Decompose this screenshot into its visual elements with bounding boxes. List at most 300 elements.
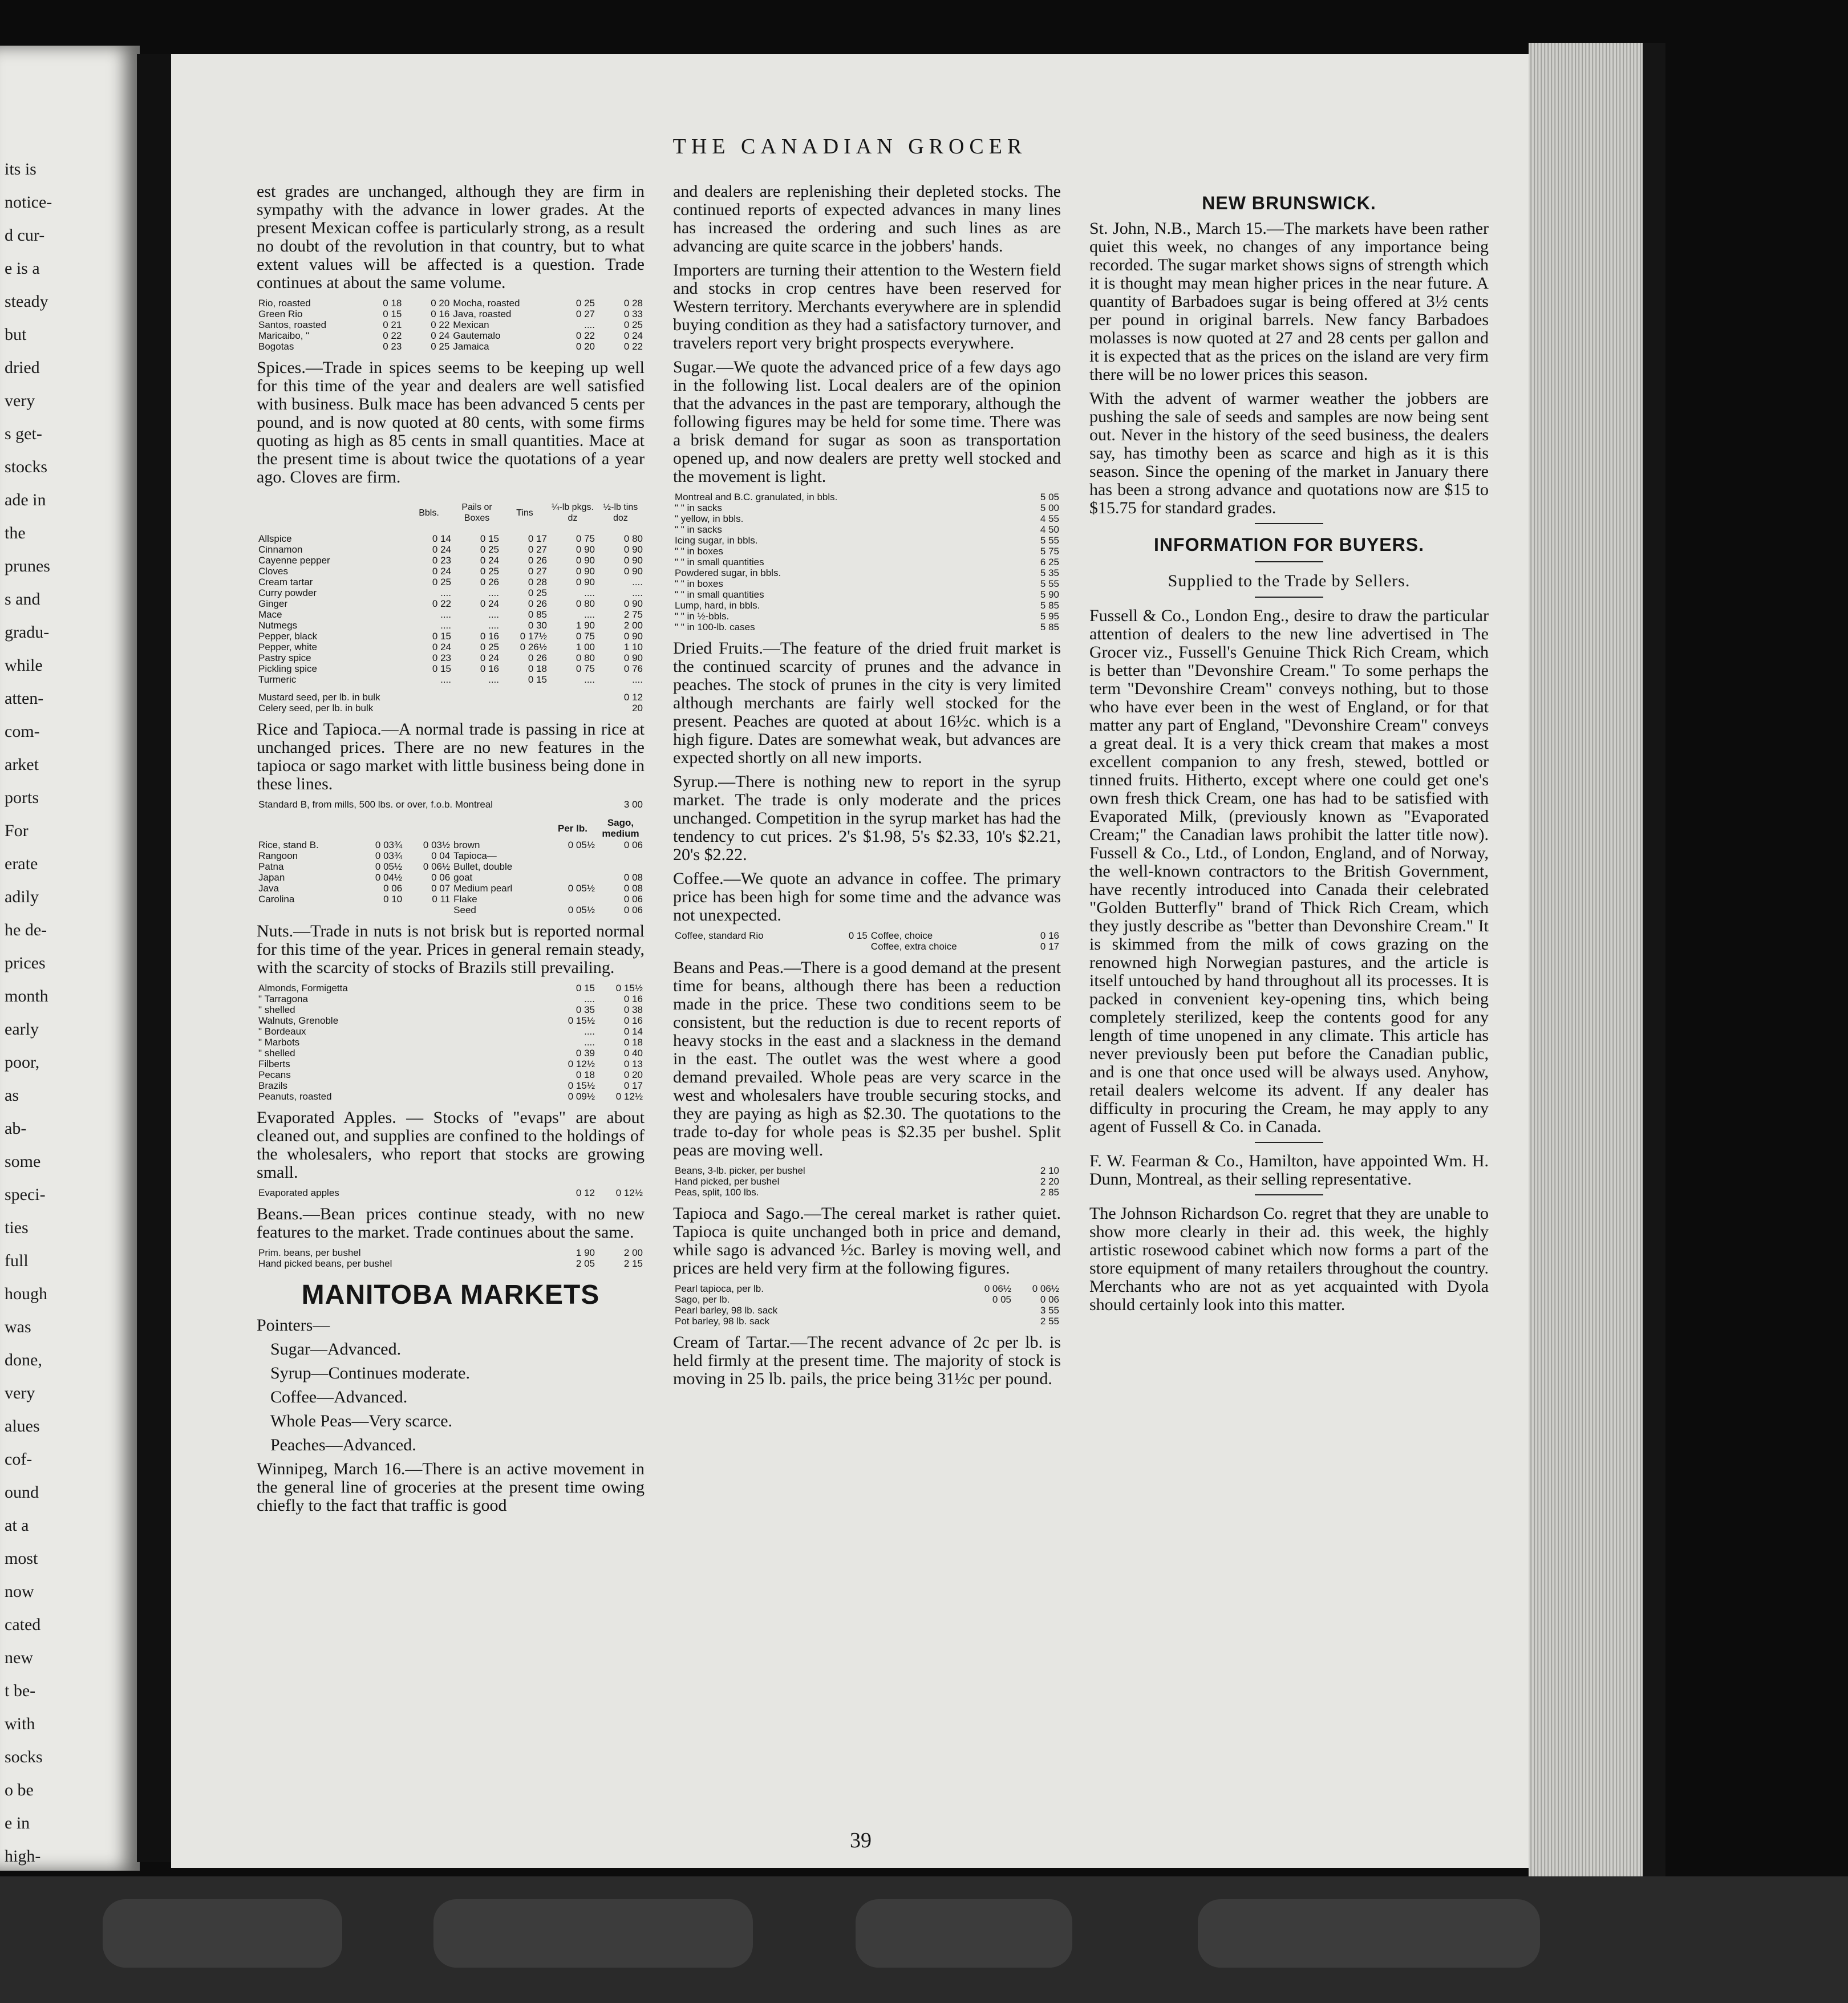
coffee-price-table — [257, 298, 645, 352]
table-cell: 0 25 — [528, 587, 547, 598]
table-cell: .... — [632, 577, 643, 587]
table-cell: 0 24 — [432, 544, 451, 555]
adjacent-page-fragment — [0, 46, 140, 1871]
table-cell: Montreal and B.C. granulated, in bbls. — [675, 492, 838, 502]
table-cell: 0 23 — [432, 555, 451, 566]
adjacent-text-fragment: ade in — [5, 490, 46, 509]
table-cell: 0 90 — [576, 555, 595, 566]
table-cell: Walnuts, Grenoble — [258, 1015, 339, 1026]
table-row — [673, 524, 1061, 535]
table-cell: 0 35 — [576, 1004, 595, 1015]
table-row — [673, 1283, 1061, 1294]
adjacent-text-fragment: very — [5, 391, 35, 410]
table-cell: 0 15 — [528, 674, 547, 685]
article-paragraph: F. W. Fearman & Co., Hamilton, have appointed Wm. H. Dunn, Montreal, as their selling representative. — [1089, 1151, 1489, 1189]
table-cell: Nutmegs — [258, 620, 298, 631]
adjacent-text-fragment: but — [5, 325, 27, 344]
table-cell: 0 08 — [623, 883, 643, 894]
table-cell: 0 80 — [623, 533, 643, 544]
page-edges — [1529, 43, 1643, 1879]
article-paragraph: Evaporated Apples. — Stocks of "evaps" are about cleaned out, and supplies are confined to the holdings of the wholesalers, who report that stocks are growing small. — [257, 1108, 645, 1182]
table-cell: Rio, roasted — [258, 298, 311, 309]
article-paragraph: With the advent of warmer weather the jobbers are pushing the sale of seeds and samples are now being sent out. Never in the history of the seed business, the dealers say, has timothy been as scarce and high as it is this season. Since the opening of the market in January there has been a strong advance and quotations now are $15 to $15.75 for standard grades. — [1089, 389, 1489, 517]
table-cell: 0 75 — [576, 533, 595, 544]
table-row — [257, 1004, 645, 1015]
sugar-price-table — [673, 492, 1061, 632]
table-row — [257, 587, 645, 598]
table-cell: 0 06 — [623, 894, 643, 905]
table-cell: Maricaibo, " — [258, 330, 310, 341]
table-cell: 0 05½ — [375, 861, 403, 872]
table-cell: 0 25 — [480, 566, 499, 577]
adjacent-text-fragment: very — [5, 1384, 35, 1402]
divider-rule — [1255, 1194, 1323, 1195]
table-cell: 2 00 — [623, 1247, 643, 1258]
table-cell: .... — [584, 587, 595, 598]
table-cell: " " in ½-bbls. — [675, 611, 730, 622]
table-cell: 0 90 — [576, 566, 595, 577]
table-cell: .... — [440, 609, 451, 620]
table-cell: " shelled — [258, 1004, 295, 1015]
table-cell — [597, 850, 645, 861]
table-cell: Pickling spice — [258, 663, 317, 674]
table-cell — [549, 894, 597, 905]
adjacent-text-fragment: now — [5, 1582, 34, 1601]
adjacent-text-fragment: ports — [5, 788, 39, 807]
table-cell: 0 25 — [576, 298, 595, 309]
scan-background — [0, 1876, 1848, 2003]
table-cell: 3 00 — [623, 799, 643, 810]
table-row — [673, 557, 1061, 567]
table-cell: 5 85 — [1040, 622, 1059, 632]
adjacent-text-fragment: most — [5, 1549, 38, 1568]
table-cell: Prim. beans, per bushel — [258, 1247, 361, 1258]
column-3 — [1089, 183, 1489, 1825]
column-header: Tins — [516, 508, 533, 518]
adjacent-text-fragment: while — [5, 656, 43, 675]
table-cell: Hand picked, per bushel — [675, 1176, 780, 1187]
column-header: ½-lb tins doz — [603, 502, 638, 523]
table-row — [257, 883, 645, 894]
table-cell: brown — [453, 840, 480, 850]
table-row — [673, 1176, 1061, 1187]
table-cell: Almonds, Formigetta — [258, 983, 348, 994]
table-cell: 0 26 — [528, 652, 547, 663]
table-cell: .... — [584, 994, 595, 1004]
table-row — [257, 620, 645, 631]
article-paragraph: Fussell & Co., London Eng., desire to draw the particular attention of dealers to the new line advertised in The Grocer viz., Fussell's Genuine Thick Rich Cream, which is better than "Devonshire Cream." To some perhaps the term "Devonshire Cream" conveys nothing, but to those who have ever been in the west of England, or for that matter any part of England, "Devonshire Cream" conveys a great deal. It is a very thick cream that makes a most excellent companion to any fresh, stewed, bottled or tinned fruits. Hitherto, except where one could get one's own fresh thick Cream, one has had to be satisfied with Evaporated Milk, (previously known as "Evaporated Cream;" the Canadian laws prohibit the latter title now). Fussell & Co., Ltd., of London, England, and of Norway, the well-known contractors to the British Government, have recently introduced into Canada their celebrated "Golden Butterfly" brand of Thick Rich Cream, which they justly describe as "better than Devonshire Cream." It is skimmed from the milk of cows grazing on the renowned high Norwegian pastures, and the article is itself untouched by hand throughout all its processes. It is packed in convenient key-opening tins, which being completely sterilized, keep the contents good for any length of time unopened in any climate. This article has never previously been put before the Canadian public, and is one that once used will be always used. Anyhow, retail dealers welcome its advent. If any dealer has difficulty in procuring the Cream, he may apply to any agent of Fussell & Co. in Canada. — [1089, 606, 1489, 1136]
table-cell: 0 80 — [576, 598, 595, 609]
table-cell: Seed — [453, 905, 476, 915]
table-cell: Green Rio — [258, 309, 303, 319]
table-cell: Pot barley, 98 lb. sack — [675, 1316, 769, 1327]
table-cell: 5 55 — [1040, 578, 1059, 589]
nut-price-table — [257, 983, 645, 1102]
table-cell: Standard B, from mills, 500 lbs. or over, f.o.b. Montreal — [258, 799, 493, 810]
table-cell: Java, roasted — [453, 309, 512, 319]
adjacent-text-fragment: ties — [5, 1218, 29, 1237]
table-row — [257, 674, 645, 685]
table-cell: Mocha, roasted — [453, 298, 520, 309]
table-cell: 5 55 — [1040, 535, 1059, 546]
table-cell: 1 00 — [576, 642, 595, 652]
adjacent-text-fragment: cof- — [5, 1450, 33, 1469]
table-cell: 0 25 — [623, 319, 643, 330]
table-cell: Powdered sugar, in bbls. — [675, 567, 781, 578]
table-cell: Rangoon — [258, 850, 298, 861]
table-cell: 0 20 — [431, 298, 450, 309]
table-cell: 0 24 — [432, 642, 451, 652]
manitoba-heading: MANITOBA MARKETS — [301, 1280, 600, 1310]
table-cell: Cream tartar — [258, 577, 313, 587]
table-cell: 0 90 — [623, 631, 643, 642]
table-cell: 5 90 — [1040, 589, 1059, 600]
table-cell: 0 28 — [623, 298, 643, 309]
table-cell: 0 25 — [432, 577, 451, 587]
table-cell: 0 90 — [576, 544, 595, 555]
adjacent-text-fragment: s and — [5, 590, 40, 609]
table-row — [257, 850, 645, 861]
bean-price-table — [257, 1247, 645, 1269]
table-cell: 0 05½ — [568, 840, 595, 850]
adjacent-text-fragment: ab- — [5, 1119, 27, 1138]
column-header: Pails or Boxes — [461, 502, 492, 523]
adjacent-text-fragment: done, — [5, 1351, 42, 1369]
table-cell: 0 26 — [528, 555, 547, 566]
table-cell: .... — [584, 1037, 595, 1048]
table-cell: 2 75 — [623, 609, 643, 620]
table-row — [257, 544, 645, 555]
column-header: Per lb. — [558, 822, 587, 834]
table-cell: Mexican — [453, 319, 489, 330]
table-cell: 2 55 — [1040, 1316, 1059, 1327]
table-cell: 0 16 — [623, 994, 643, 1004]
coffee-quote-table — [673, 930, 1061, 952]
table-cell: 2 05 — [576, 1258, 595, 1269]
table-row — [257, 1037, 645, 1048]
table-row — [257, 905, 645, 915]
table-cell: Cinnamon — [258, 544, 303, 555]
table-row — [257, 298, 645, 309]
table-cell: 0 15 — [432, 631, 451, 642]
table-cell: 0 76 — [623, 663, 643, 674]
adjacent-text-fragment: gradu- — [5, 623, 50, 642]
table-row — [257, 609, 645, 620]
table-cell: " " in boxes — [675, 546, 723, 557]
table-row — [673, 1165, 1061, 1176]
table-cell: 0 04½ — [375, 872, 403, 883]
table-cell: 0 12½ — [615, 1091, 643, 1102]
table-cell: Japan — [258, 872, 285, 883]
table-cell: 20 — [632, 703, 643, 713]
table-row — [257, 642, 645, 652]
divider-rule — [1255, 561, 1323, 562]
article-paragraph: Dried Fruits.—The feature of the dried fruit market is the continued scarcity of prunes and the advance in peaches. The stock of prunes in the city is very limited although merchants are fairly well stocked for the present. Peaches are quoted at about 16½c. which is a high figure. Dates are somewhat weak, but advances are expected shortly on all new imports. — [673, 639, 1061, 767]
table-cell: .... — [488, 587, 499, 598]
table-cell: 0 15 — [848, 930, 868, 941]
table-cell: Flake — [453, 894, 477, 905]
adjacent-text-fragment: he de- — [5, 921, 47, 939]
table-cell: Coffee, choice — [870, 930, 933, 941]
table-cell: .... — [488, 609, 499, 620]
table-cell: Pecans — [258, 1069, 291, 1080]
table-cell: " " in boxes — [675, 578, 723, 589]
table-cell: Filberts — [258, 1059, 290, 1069]
table-row — [257, 1091, 645, 1102]
column-header: ¼-lb pkgs. dz — [552, 502, 594, 523]
table-row — [673, 1316, 1061, 1327]
adjacent-text-fragment: the — [5, 524, 26, 542]
table-cell: 0 18 — [383, 298, 402, 309]
table-row — [257, 652, 645, 663]
table-cell: 3 55 — [1040, 1305, 1059, 1316]
adjacent-text-fragment: full — [5, 1251, 29, 1270]
table-cell: 2 00 — [623, 620, 643, 631]
table-cell: 5 95 — [1040, 611, 1059, 622]
article-paragraph: Rice and Tapioca.—A normal trade is passing in rice at unchanged prices. There are no new features in the tapioca or sago market with little business being done in these lines. — [257, 720, 645, 793]
adjacent-text-fragment: e in — [5, 1814, 30, 1832]
article-paragraph: Tapioca and Sago.—The cereal market is rather quiet. Tapioca is quite unchanged both in price and demand, while sago is advanced ½c. Barley is moving well, and prices are held very firm at the following figures. — [673, 1204, 1061, 1278]
table-cell: 1 90 — [576, 1247, 595, 1258]
table-cell: Rice, stand B. — [258, 840, 319, 850]
table-cell: Bogotas — [258, 341, 294, 352]
info-subheading: Supplied to the Trade by Sellers. — [1168, 571, 1411, 590]
adjacent-text-fragment: e is a — [5, 259, 40, 278]
adjacent-text-fragment: early — [5, 1020, 39, 1039]
adjacent-text-fragment: notice- — [5, 193, 52, 212]
table-cell: 0 90 — [623, 598, 643, 609]
pointer-item: Peaches—Advanced. — [270, 1436, 416, 1454]
adjacent-text-fragment: steady — [5, 292, 48, 311]
new-brunswick-heading: NEW BRUNSWICK. — [1202, 193, 1376, 213]
table-cell: 0 12 — [623, 692, 643, 703]
table-cell: 0 10 — [383, 894, 403, 905]
table-cell: Mace — [258, 609, 282, 620]
table-cell: 0 12½ — [615, 1187, 643, 1198]
table-cell: Pastry spice — [258, 652, 311, 663]
table-cell: 0 90 — [623, 652, 643, 663]
table-cell: 0 06 — [623, 840, 643, 850]
table-row — [257, 1069, 645, 1080]
table-row — [673, 622, 1061, 632]
table-cell: 0 12 — [576, 1187, 595, 1198]
table-cell: Peas, split, 100 lbs. — [675, 1187, 759, 1198]
adjacent-text-fragment: as — [5, 1086, 19, 1105]
table-row — [257, 840, 645, 850]
table-cell: 0 16 — [480, 631, 499, 642]
table-cell — [965, 1316, 1013, 1327]
divider-rule — [1255, 1142, 1323, 1143]
table-cell: Carolina — [258, 894, 295, 905]
table-cell: 0 30 — [528, 620, 547, 631]
adjacent-text-fragment: com- — [5, 722, 40, 741]
table-cell: Cloves — [258, 566, 288, 577]
table-cell: 0 11 — [432, 894, 451, 905]
pointer-item: Coffee—Advanced. — [270, 1388, 408, 1406]
table-row — [257, 566, 645, 577]
table-cell — [549, 861, 597, 872]
table-row — [673, 611, 1061, 622]
table-row — [257, 983, 645, 994]
table-row — [257, 872, 645, 883]
adjacent-text-fragment: high- — [5, 1847, 41, 1866]
table-cell: 0 06½ — [984, 1283, 1011, 1294]
adjacent-text-fragment: its is — [5, 160, 37, 179]
newspaper-page — [171, 54, 1529, 1868]
table-cell: 0 05½ — [568, 883, 595, 894]
table-row — [257, 799, 645, 810]
table-cell: 0 25 — [480, 544, 499, 555]
table-row — [257, 341, 645, 352]
table-row — [257, 631, 645, 642]
table-cell: 0 24 — [480, 652, 499, 663]
table-cell: " " in small quantities — [675, 557, 764, 567]
book-spine — [137, 54, 171, 1862]
table-row — [257, 598, 645, 609]
table-cell: 0 27 — [576, 309, 595, 319]
table-cell: 0 24 — [431, 330, 450, 341]
table-cell: 0 20 — [576, 341, 595, 352]
table-cell: 0 90 — [623, 555, 643, 566]
adjacent-text-fragment: hough — [5, 1284, 47, 1303]
table-cell: 0 17 — [623, 1080, 643, 1091]
article-paragraph: Coffee.—We quote an advance in coffee. The primary price has been high for some time and the advance was not unexpected. — [673, 869, 1061, 925]
table-cell — [549, 850, 597, 861]
adjacent-text-fragment: erate — [5, 854, 38, 873]
table-cell: .... — [440, 674, 451, 685]
table-cell: 0 06½ — [1032, 1283, 1059, 1294]
table-cell: 4 50 — [1040, 524, 1059, 535]
adjacent-text-fragment: arket — [5, 755, 39, 774]
table-cell: 0 24 — [480, 598, 499, 609]
table-cell: 0 06 — [623, 905, 643, 915]
table-cell — [821, 941, 869, 952]
table-row — [257, 533, 645, 544]
article-paragraph: est grades are unchanged, although they are firm in sympathy with the advance in lower grades. At the present Mexican coffee is particularly strong, as a result no doubt of the revolution in that country, but to what extent values will be affected is a question. Trade continues at about the same volume. — [257, 183, 645, 292]
table-cell: 1 10 — [623, 642, 643, 652]
table-cell: .... — [584, 1026, 595, 1037]
table-cell: " Tarragona — [258, 994, 309, 1004]
column-header: Bbls. — [419, 508, 439, 518]
adjacent-text-fragment: prices — [5, 954, 46, 972]
table-cell — [673, 941, 821, 952]
article-paragraph: Nuts.—Trade in nuts is not brisk but is reported normal for this time of the year. Prices in general remain steady, with the scarcity of stocks of Brazils still prevailing. — [257, 922, 645, 977]
page-number: 39 — [850, 1828, 872, 1852]
table-cell: 0 80 — [576, 652, 595, 663]
table-cell: 0 09½ — [568, 1091, 595, 1102]
table-cell: 5 35 — [1040, 567, 1059, 578]
table-cell: Cayenne pepper — [258, 555, 330, 566]
table-header-row — [257, 492, 645, 533]
table-cell: 0 06½ — [423, 861, 451, 872]
table-row — [673, 1305, 1061, 1316]
table-cell: " Marbots — [258, 1037, 300, 1048]
table-cell: 5 75 — [1040, 546, 1059, 557]
table-cell: 0 90 — [623, 544, 643, 555]
table-row — [257, 1015, 645, 1026]
table-cell: " " in 100-lb. cases — [675, 622, 755, 632]
pointer-item: Syrup—Continues moderate. — [270, 1364, 470, 1382]
table-cell: Medium pearl — [453, 883, 513, 894]
table-row — [673, 567, 1061, 578]
table-cell: Lump, hard, in bbls. — [675, 600, 760, 611]
adjacent-text-fragment: d cur- — [5, 226, 45, 245]
table-cell: 0 17 — [528, 533, 547, 544]
column-header — [356, 817, 404, 840]
table-cell: Coffee, standard Rio — [675, 930, 764, 941]
table-cell: 0 15½ — [568, 1015, 595, 1026]
table-row — [257, 1187, 645, 1198]
table-row — [257, 309, 645, 319]
table-cell: 0 05 — [992, 1294, 1011, 1305]
table-cell: 0 27 — [528, 566, 547, 577]
adjacent-text-fragment: speci- — [5, 1185, 46, 1204]
table-cell — [257, 905, 356, 915]
table-row — [673, 492, 1061, 502]
table-cell: 0 06 — [1040, 1294, 1059, 1305]
table-cell: 0 25 — [480, 642, 499, 652]
table-cell — [356, 905, 404, 915]
table-cell: " " in sacks — [675, 502, 722, 513]
table-cell: 0 15½ — [568, 1080, 595, 1091]
table-cell: 0 25 — [431, 341, 450, 352]
table-cell: 0 14 — [623, 1026, 643, 1037]
table-row — [257, 1048, 645, 1059]
table-cell: 0 06 — [383, 883, 403, 894]
table-cell: Santos, roasted — [258, 319, 327, 330]
table-cell: 0 18 — [623, 1037, 643, 1048]
table-cell: 0 23 — [383, 341, 402, 352]
divider-rule — [1255, 523, 1323, 524]
adjacent-text-fragment: o be — [5, 1781, 34, 1799]
evap-price-table — [257, 1187, 645, 1198]
table-cell: 0 15 — [432, 663, 451, 674]
table-cell: 0 06 — [431, 872, 451, 883]
table-cell: 0 14 — [432, 533, 451, 544]
table-cell: 0 22 — [623, 341, 643, 352]
table-row — [673, 1294, 1061, 1305]
table-cell: 5 00 — [1040, 502, 1059, 513]
column-header — [452, 817, 549, 840]
table-cell: 0 03½ — [423, 840, 451, 850]
table-row — [673, 930, 1061, 941]
adjacent-text-fragment: socks — [5, 1747, 43, 1766]
table-cell: 0 15 — [480, 533, 499, 544]
table-row — [673, 578, 1061, 589]
table-cell: 0 23 — [432, 652, 451, 663]
table-cell: Coffee, extra choice — [870, 941, 957, 952]
table-cell: 0 90 — [623, 566, 643, 577]
table-cell: " " in small quantities — [675, 589, 764, 600]
adjacent-text-fragment: prunes — [5, 557, 50, 575]
beans-peas-table — [673, 1165, 1061, 1198]
table-cell: Pearl tapioca, per lb. — [675, 1283, 764, 1294]
table-cell: 0 22 — [383, 330, 402, 341]
table-cell: " shelled — [258, 1048, 295, 1059]
adjacent-text-fragment: t be- — [5, 1681, 36, 1700]
table-cell: 5 05 — [1040, 492, 1059, 502]
table-cell: 0 04 — [431, 850, 451, 861]
table-cell: Allspice — [258, 533, 292, 544]
table-cell: .... — [440, 587, 451, 598]
adjacent-text-fragment: new — [5, 1648, 33, 1667]
table-row — [257, 703, 645, 713]
table-cell: Evaporated apples — [258, 1187, 339, 1198]
table-cell: 0 21 — [383, 319, 402, 330]
table-cell: 0 26 — [528, 598, 547, 609]
table-row — [673, 600, 1061, 611]
table-row — [673, 941, 1061, 952]
